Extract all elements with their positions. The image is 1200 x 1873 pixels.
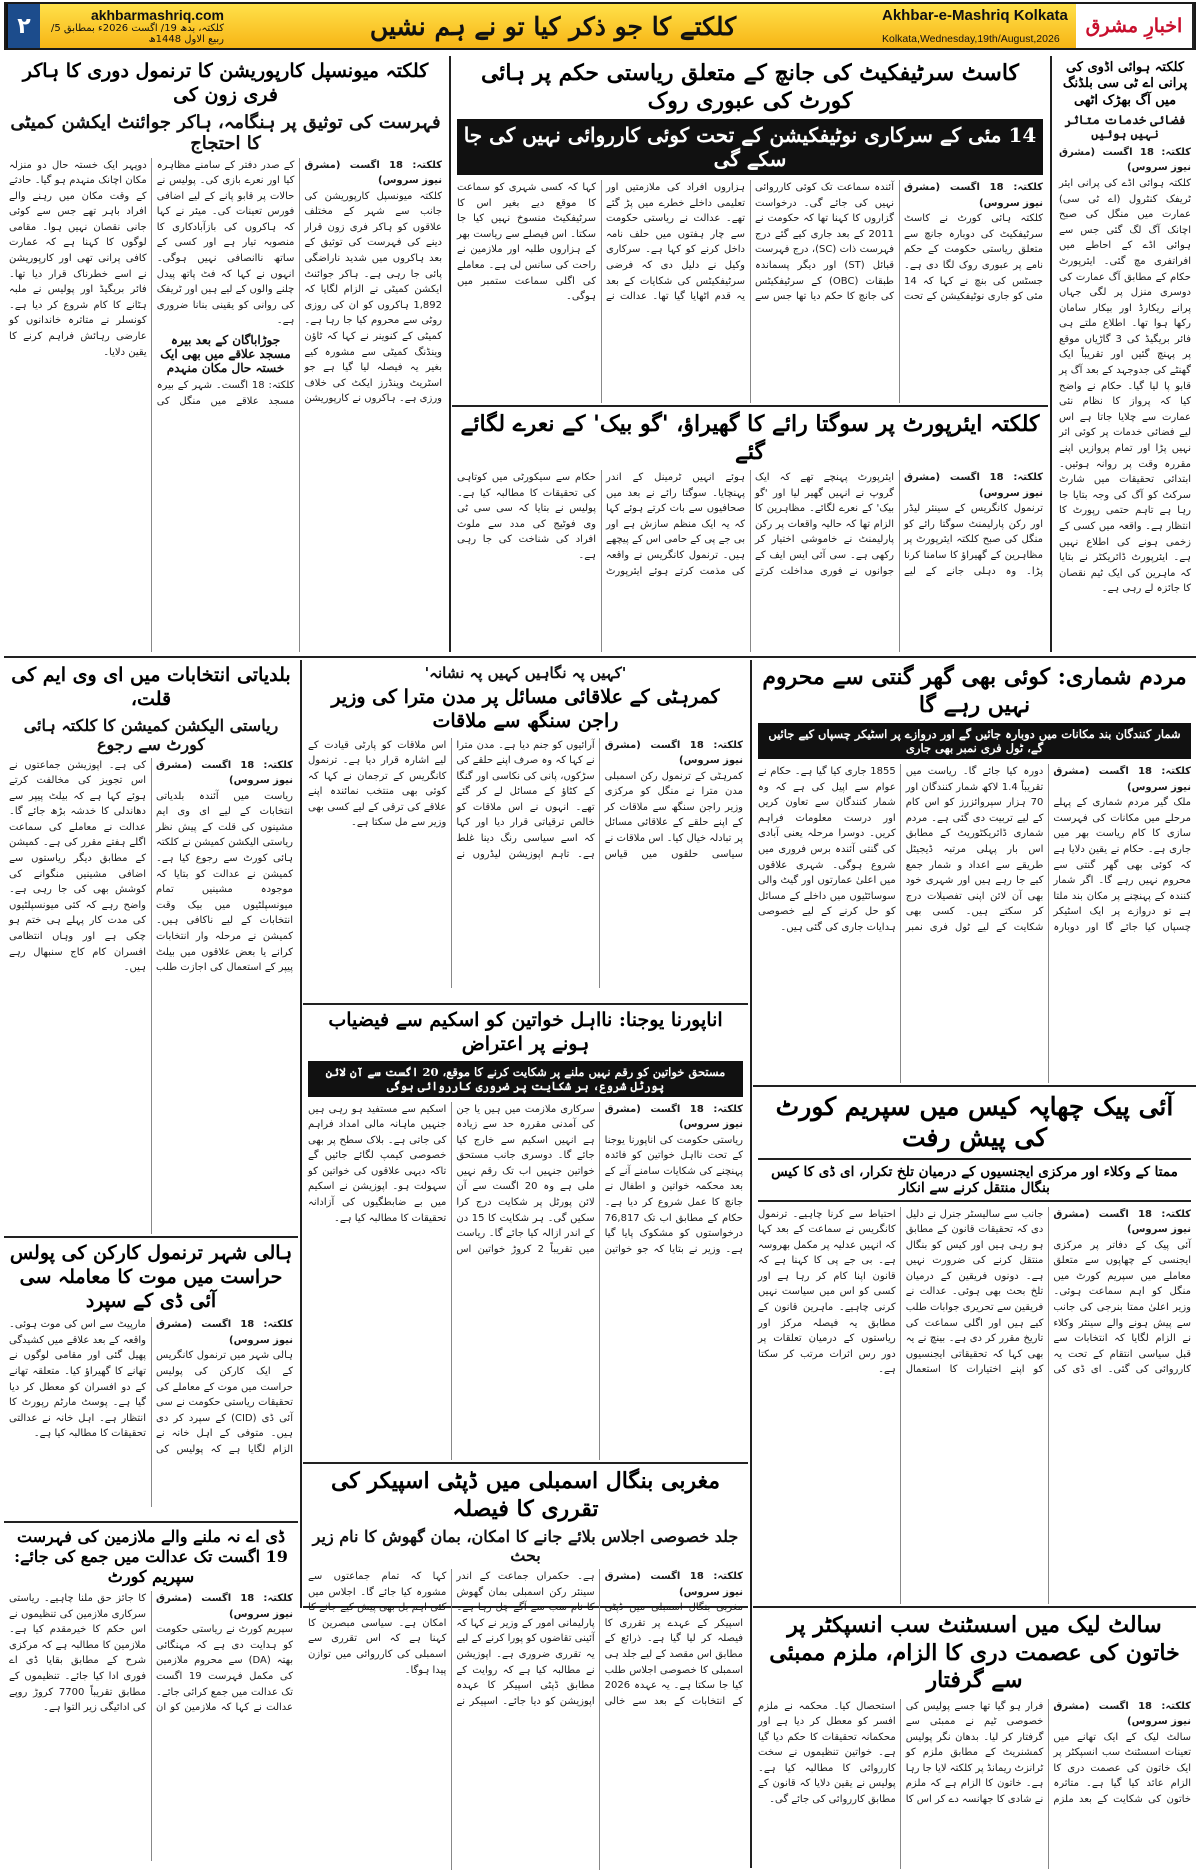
masthead-slogan: کلکتے کا جو ذکر کیا تو نے ہم نشیں (369, 11, 737, 41)
story-headline[interactable]: مغربی بنگال اسمبلی میں ڈپٹی اسپیکر کی تقرری کا فیصلہ (330, 1468, 721, 1522)
story-body: سالٹ لیک کے ایک تھانے میں تعینات اسسٹنٹ سب انسپکٹر پر ایک خاتون کی عصمت دری کا الزام عائد کیا گیا ہے۔ متاثرہ خاتون کی شکایت کے بعد ملزم فرار ہو گیا تھا جسے پولیس کی خصوصی ٹیم نے ممبئی سے گرفتار کر لیا۔ بدھان نگر پولیس کمشنریٹ کے مطابق ملزم کو ٹرانزٹ ریمانڈ پر کلکتہ لایا جا رہا ہے۔ خاتون کا الزام ہے کہ ملزم نے شادی کا جھانسہ دے کر اس کا استحصال کیا۔ محکمہ نے ملزم افسر کو معطل کر دیا ہے اور محکمانہ تحقیقات کا حکم دیا گیا ہے۔ خواتین تنظیموں نے سخت کارروائی کا مطالبہ کیا ہے۔ پولیس نے یقین دلایا کہ قانون کے مطابق کارروائی کی جائے گی۔ (758, 1700, 1191, 1806)
story-dateline: کلکتہ: 18 اگست (مشرق نیوز سروس) (904, 182, 1043, 209)
story-airport-gherao (452, 409, 1048, 652)
story-headline[interactable]: آئی پیک چھاپہ کیس میں سپریم کورٹ کی پیش رفت (775, 1092, 1174, 1153)
masthead-left (876, 4, 1076, 48)
urdu-date: کلکتہ، بدھ 19/ اگست 2026ء بمطابق 5/ ربیع الاول 1448ھ (50, 23, 224, 45)
story-saltlake-asi (753, 1610, 1196, 1870)
story-body: ریاستی حکومت کی اناپورنا یوجنا کے تحت نااہل خواتین کو فائدہ پہنچنے کی شکایات سامنے آنے کے بعد محکمہ خواتین و اطفال نے جانچ کا عمل شروع کر دیا ہے۔ حکام کے مطابق اب تک 76,817 درخواستوں کو مشکوک پایا گیا ہے۔ وزیر نے بتایا کہ جو خواتین سرکاری ملازمت میں ہیں یا جن کی آمدنی مقررہ حد سے زیادہ ہے انہیں اسکیم سے خارج کیا جائے گا۔ دوسری جانب مستحق خواتین جنہیں اب تک رقم نہیں ملی ہے وہ 20 اگست سے آن لائن پورٹل پر شکایت درج کرا سکیں گی۔ ہر شکایت کا 15 دن کے اندر ازالہ کیا جائے گا۔ ریاست میں تقریباً 2 کروڑ خواتین اس اسکیم سے مستفید ہو رہی ہیں جنہیں ماہانہ مالی امداد فراہم کی جاتی ہے۔ بلاک سطح پر بھی خصوصی کیمپ لگائے جائیں گے تاکہ دیہی علاقوں کی خواتین کو سہولت ہو۔ اپوزیشن نے اسکیم میں بے ضابطگیوں کی آزادانہ تحقیقات کا مطالبہ کیا ہے۔ (308, 1103, 743, 1255)
story-dateline: کلکتہ: 18 اگست (مشرق نیوز سروس) (156, 1319, 293, 1346)
story-dateline: کلکتہ: 18 اگست (مشرق نیوز سروس) (1053, 766, 1191, 793)
story-body: ملک گیر مردم شماری کے پہلے مرحلے میں مکانات کی فہرست سازی کا کام ریاست بھر میں جاری ہے۔ حکام نے یقین دلایا ہے کہ کوئی بھی گھر گنتی سے محروم نہیں رہے گا۔ اگر شمار کنندہ کے پہنچنے پر مکان بند ملتا ہے تو دروازے پر ایک اسٹیکر چسپاں کیا جائے گا اور دوبارہ دورہ کیا جائے گا۔ ریاست میں تقریباً 1.4 لاکھ شمار کنندگان اور 70 ہزار سپروائزرز کو اس کام کے لیے تربیت دی گئی ہے۔ مردم شماری ڈائریکٹوریٹ کے مطابق اس بار پہلی مرتبہ ڈیجیٹل طریقے سے اعداد و شمار جمع کیے جا رہے ہیں اور شہری خود بھی آن لائن اپنی تفصیلات درج کر سکتے ہیں۔ کسی بھی شکایت کے لیے ٹول فری نمبر 1855 جاری کیا گیا ہے۔ حکام نے عوام سے اپیل کی ہے کہ وہ شمار کنندگان سے تعاون کریں اور درست معلومات فراہم کریں۔ دوسرا مرحلہ یعنی آبادی کی گنتی آئندہ برس فروری میں شروع ہوگی۔ شہری علاقوں میں اعلیٰ عمارتوں اور گیٹ والی سوسائٹیوں میں داخلے کے مسائل کو حل کرنے کے لیے خصوصی ہدایات جاری کی گئی ہیں۔ (758, 766, 1191, 933)
column-rule (750, 660, 752, 1868)
story-headline[interactable]: مردم شماری: کوئی بھی گھر گنتی سے محروم نہیں رہے گا (762, 664, 1187, 718)
row-rule (303, 1003, 748, 1005)
story-headline[interactable]: ہالی شہر ترنمول کارکن کی پولس حراست میں موت کا معاملہ سی آئی ڈی کے سپرد (9, 1242, 293, 1312)
page-number: ۲ (6, 4, 40, 48)
story-headline[interactable]: بلدیاتی انتخابات میں ای وی ایم کی قلت، (11, 664, 291, 710)
story-dateline: کلکتہ: 18 اگست (مشرق نیوز سروس) (604, 739, 743, 767)
story-body: کلکتہ میونسپل کارپوریشن کی جانب سے شہر کے مختلف علاقوں کو ہاکر فری زون قرار دینے کی فہرست کی توثیق کے بعد ہاکروں میں شدید ناراضگی پائی جا رہی ہے۔ ہاکر جوائنٹ ایکشن کمیٹی نے الزام لگایا کہ 1,892 ہاکروں کو ان کی روزی روٹی سے محروم کیا جا رہا ہے۔ کمیٹی کے کنوینر نے کہا کہ ٹاؤن وینڈنگ کمیٹی سے مشورہ کیے بغیر یہ فیصلہ لیا گیا ہے جو اسٹریٹ وینڈرز ایکٹ کی خلاف ورزی ہے۔ ہاکروں نے کارپوریشن کے صدر دفتر کے سامنے مظاہرہ کیا اور نعرے بازی کی۔ پولیس نے حالات پر قابو پانے کے لیے اضافی فورس تعینات کی۔ میئر نے کہا کہ ہاکروں کی بازآبادکاری کا منصوبہ تیار ہے اور کسی کے ساتھ ناانصافی نہیں ہوگی۔ انہوں نے کہا کہ فٹ پاتھ پیدل چلنے والوں کے لیے ہیں اور ٹریفک کی روانی کو یقینی بنانا ضروری ہے۔ (156, 159, 442, 405)
story-highlight-band: شمار کنندگان بند مکانات میں دوبارہ جائیں گے اور دروازے پر اسٹیکر چسپاں کیے جائیں گے، ٹول فری نمبر بھی جاری (758, 723, 1191, 759)
row-rule (4, 1521, 298, 1523)
story-body: کلکتہ ہوائی اڈے کی پرانی ایئر ٹریفک کنٹرول (اے ٹی سی) عمارت میں منگل کی صبح اچانک آگ لگ گئی جس سے ہوائی اڈے کے احاطے میں افراتفری مچ گئی۔ ایئرپورٹ حکام کے مطابق آگ عمارت کی دوسری منزل پر لگی جہاں پرانے ریکارڈ اور بیکار سامان رکھا ہوا تھا۔ اطلاع ملتے ہی فائر بریگیڈ کی 3 گاڑیاں موقع پر پہنچ گئیں اور تقریباً ایک گھنٹے کی جدوجہد کے بعد آگ پر قابو پا لیا گیا۔ حکام نے واضح کیا کہ پرواز کا نظام نئی عمارت سے چلایا جاتا ہے اس لیے فضائی خدمات پر کوئی اثر نہیں پڑا اور تمام پروازیں اپنے مقررہ وقت پر روانہ ہوئیں۔ ابتدائی تحقیقات میں شارٹ سرکٹ کو آگ کی وجہ بتایا جا رہا ہے تاہم حتمی رپورٹ کا انتظار ہے۔ واقعہ میں کسی کے زخمی ہونے کی اطلاع نہیں ہے۔ ایئرپورٹ ڈائریکٹر نے بتایا کہ ماہرین کی ایک ٹیم نقصان کا جائزہ لے رہی ہے۔ (1059, 177, 1191, 595)
row-rule (753, 1085, 1196, 1087)
masthead (4, 2, 1196, 50)
website-link[interactable]: akhbarmashriq.com (90, 7, 224, 23)
story-annapurna-yojana (303, 1007, 748, 1460)
column-rule (1050, 56, 1052, 652)
story-subhead: فہرست کی توثیق پر ہنگامہ، ہاکر جوائنٹ ایکشن کمیٹی کا احتجاج (10, 111, 441, 154)
story-body: ترنمول کانگریس کے سینئر لیڈر اور رکن پارلیمنٹ سوگتا رائے کو منگل کی صبح کلکتہ ایئرپورٹ پر مظاہرین کے گھیراؤ کا سامنا کرنا پڑا۔ وہ دہلی جانے کے لیے ایئرپورٹ پہنچے تھے کہ ایک گروپ نے انہیں گھیر لیا اور 'گو بیک' کے نعرے لگائے۔ مظاہرین کا الزام تھا کہ حالیہ واقعات پر رکن پارلیمنٹ نے خاموشی اختیار کر رکھی ہے۔ سی آئی ایس ایف کے جوانوں نے فوری مداخلت کرتے ہوئے انہیں ٹرمینل کے اندر پہنچایا۔ سوگتا رائے نے بعد میں صحافیوں سے بات کرتے ہوئے کہا کہ یہ ایک منظم سازش ہے اور بی جے پی کے حامی اس کے پیچھے ہیں۔ ترنمول کانگریس نے واقعہ کی مذمت کرتے ہوئے ایئرپورٹ حکام سے سیکورٹی میں کوتاہی کی تحقیقات کا مطالبہ کیا ہے۔ پولیس نے بتایا کہ سی سی ٹی وی فوٹیج کی مدد سے ملوث افراد کی شناخت کی جا رہی ہے۔ (457, 472, 1043, 577)
story-dateline: کلکتہ: 18 اگست (مشرق نیوز سروس) (156, 1593, 293, 1620)
story-headline[interactable]: اناپورنا یوجنا: نااہل خواتین کو اسکیم سے فیضیاب ہونے پر اعتراض (328, 1009, 723, 1055)
inline-story-body: کلکتہ: 18 اگست۔ شہر کے بیرہ مسجد علاقے میں منگل کی دوپہر ایک خستہ حال دو منزلہ مکان اچانک منہدم ہو گیا۔ حادثے کے وقت مکان میں رہنے والے افراد باہر تھے جس سے کوئی جانی نقصان نہیں ہوا۔ مقامی لوگوں کا کہنا ہے کہ عمارت کافی پرانی تھی اور کارپوریشن نے اسے خطرناک قرار دیا تھا۔ فائر بریگیڈ اور پولیس نے ملبہ ہٹانے کا کام شروع کر دیا ہے۔ کونسلر نے متاثرہ خاندانوں کو عارضی رہائش فراہم کرنے کا یقین دلایا۔ (9, 159, 295, 407)
story-dateline: کلکتہ: 18 اگست (مشرق نیوز سروس) (904, 472, 1043, 499)
story-airport-fire (1054, 58, 1196, 652)
story-headline[interactable]: کمرہٹی کے علاقائی مسائل پر مدن مترا کی وزیر راجن سنگھ سے ملاقات (331, 686, 720, 732)
story-body: سپریم کورٹ نے ریاستی حکومت کو ہدایت دی ہے کہ مہنگائی بھتہ (DA) سے محروم ملازمین کی مکمل فہرست 19 اگست تک عدالت میں جمع کرائی جائے۔ عدالت نے کہا کہ ملازمین کو ان کا جائز حق ملنا چاہیے۔ ریاستی سرکاری ملازمین کی تنظیموں نے اس حکم کا خیرمقدم کیا ہے۔ ملازمین کا مطالبہ ہے کہ مرکزی شرح کے مطابق بقایا ڈی اے فوری ادا کیا جائے۔ تنظیموں کے مطابق تقریباً 7700 کروڑ روپے کی ادائیگی زیر التوا ہے۔ (9, 1593, 293, 1714)
story-da-list (4, 1525, 298, 1870)
story-highlight-band: ممتا کے وکلاء اور مرکزی ایجنسیوں کے درمیان تلخ تکرار، ای ڈی کا کیس بنگال منتقل کرنے سے انکار (758, 1158, 1191, 1202)
story-dateline: کلکتہ: 18 اگست (مشرق نیوز سروس) (1053, 1208, 1191, 1236)
story-dateline: کلکتہ: 18 اگست (مشرق نیوز سروس) (1053, 1700, 1191, 1728)
story-subhead: فضائی خدمات متاثر نہیں ہوئیں (1064, 112, 1186, 141)
story-dateline: کلکتہ: 18 اگست (مشرق نیوز سروس) (1059, 146, 1191, 174)
story-headline[interactable]: کلکتہ ہوائی اڈوی کی پرانی اے ٹی سی بلڈنگ میں آگ بھڑک اٹھی (1062, 60, 1188, 108)
story-dateline: کلکتہ: 18 اگست (مشرق نیوز سروس) (604, 1571, 743, 1598)
story-body: کلکتہ ہائی کورٹ نے کاسٹ سرٹیفکیٹ کی دوبارہ جانچ سے متعلق ریاستی حکومت کے حکم نامے پر عبوری روک لگا دی ہے۔ جسٹس کی بنچ نے کہا کہ 14 مئی کو جاری نوٹیفکیشن کے تحت آئندہ سماعت تک کوئی کارروائی نہیں کی جائے گی۔ درخواست گزاروں کا کہنا تھا کہ حکومت نے 2011 کے بعد جاری کیے گئے درج فہرست ذات (SC)، درج فہرست قبائل (ST) اور دیگر پسماندہ طبقات (OBC) کے سرٹیفکیٹس کی جانچ کا حکم دیا تھا جس سے ہزاروں افراد کی ملازمتیں اور تعلیمی داخلے خطرے میں پڑ گئے تھے۔ عدالت نے ریاستی حکومت سے چار ہفتوں میں حلف نامہ داخل کرنے کو کہا ہے۔ سرکاری وکیل نے دلیل دی کہ فرضی سرٹیفکیٹس کی شکایات کے بعد یہ قدم اٹھایا گیا تھا۔ عدالت نے کہا کہ کسی شہری کو سماعت کا موقع دیے بغیر اس کا سرٹیفکیٹ منسوخ نہیں کیا جا سکتا۔ اس فیصلے سے ریاست بھر کے ہزاروں طلبہ اور ملازمین نے راحت کی سانس لی ہے۔ معاملے کی اگلی سماعت ستمبر میں ہوگی۔ (457, 182, 1043, 303)
column-rule (449, 56, 451, 652)
inline-headline-house-collapse[interactable]: جوڑاباگان کے بعد بیرہ مسجد علاقے میں بھی ایک خستہ حال مکان منہدم (160, 333, 291, 376)
row-rule (452, 405, 1048, 407)
english-date: Kolkata,Wednesday,19th/August,2026 (882, 33, 1060, 45)
story-dateline: کلکتہ: 18 اگست (مشرق نیوز سروس) (304, 159, 442, 187)
story-body: مغربی بنگال اسمبلی میں ڈپٹی اسپیکر کے عہدے پر تقرری کا فیصلہ کر لیا گیا ہے۔ ذرائع کے مطابق اس مقصد کے لیے جلد ہی اسمبلی کا خصوصی اجلاس طلب کیا جا سکتا ہے۔ یہ عہدہ 2026 کے انتخابات کے بعد سے خالی ہے۔ حکمراں جماعت کے اندر سینئر رکن اسمبلی بمان گھوش کا نام سب سے آگے چل رہا ہے۔ پارلیمانی امور کے وزیر نے کہا کہ آئینی تقاضوں کو پورا کرنے کے لیے یہ تقرری ضروری ہے۔ اپوزیشن نے مطالبہ کیا ہے کہ روایت کے مطابق ڈپٹی اسپیکر کا عہدہ اپوزیشن کو دیا جائے۔ اسپیکر نے کہا کہ تمام جماعتوں سے مشورہ کیا جائے گا۔ اجلاس میں کئی اہم بل بھی پیش کیے جانے کا امکان ہے۔ سیاسی مبصرین کا کہنا ہے کہ اس تقرری سے اسمبلی کی کارروائی میں توازن پیدا ہوگا۔ (308, 1571, 743, 1707)
story-dateline: کلکتہ: 18 اگست (مشرق نیوز سروس) (156, 759, 293, 787)
story-custody-death (4, 1240, 298, 1519)
story-kicker: 'کہیں پہ نگاہیں کہیں پہ نشانہ' (424, 664, 627, 682)
story-body: کمرہٹی کے ترنمول رکن اسمبلی مدن مترا نے منگل کو مرکزی وزیر راجن سنگھ سے ملاقات کر کے اپنے حلقے کے علاقائی مسائل پر تبادلہ خیال کیا۔ اس ملاقات نے سیاسی حلقوں میں قیاس آرائیوں کو جنم دیا ہے۔ مدن مترا نے کہا کہ وہ صرف اپنے حلقے کی سڑکوں، پانی کی نکاسی اور گنگا کے کٹاؤ کے مسائل لے کر گئے تھے۔ انہوں نے اس ملاقات کو خالص ترقیاتی قرار دیا اور کہا کہ اسے سیاسی رنگ دینا غلط ہے۔ تاہم اپوزیشن لیڈروں نے اس ملاقات کو پارٹی قیادت کے لیے اشارہ قرار دیا ہے۔ ترنمول کانگریس کے ترجمان نے کہا کہ کوئی بھی منتخب نمائندہ اپنے علاقے کی ترقی کے لیے کسی بھی وزیر سے مل سکتا ہے۔ (308, 739, 743, 860)
story-headline[interactable]: کلکتہ ایئرپورٹ پر سوگتا رائے کا گھیراؤ، 'گو بیک' کے نعرے لگائے گئے (460, 411, 1040, 465)
story-headline[interactable]: سالٹ لیک میں اسسٹنٹ سب انسپکٹر پر خاتون کی عصمت دری کا الزام، ملزم ممبئی سے گرفتار (769, 1612, 1180, 1693)
story-headline[interactable]: کلکتہ میونسپل کارپوریشن کا ترنمول دوری کا ہاکر فری زون کی (22, 60, 429, 106)
story-ipac-raid (753, 1089, 1196, 1604)
story-subhead: جلد خصوصی اجلاس بلائے جانے کا امکان، بمان گھوش کا نام زیر بحث (312, 1527, 739, 1565)
story-evm-shortage (4, 662, 298, 1234)
row-rule (4, 1236, 298, 1238)
row-rule (4, 656, 1196, 658)
story-body: ہالی شہر میں ترنمول کانگریس کے ایک کارکن کی پولیس حراست میں موت کے معاملے کی تحقیقات ریاستی حکومت نے سی آئی ڈی (CID) کے سپرد کر دی ہیں۔ متوفی کے اہل خانہ نے الزام لگایا ہے کہ پولیس کی مارپیٹ سے اس کی موت ہوئی۔ واقعہ کے بعد علاقے میں کشیدگی پھیل گئی اور مقامی لوگوں نے تھانے کا گھیراؤ کیا۔ متعلقہ تھانے کے دو افسران کو معطل کر دیا گیا ہے۔ پوسٹ مارٹم رپورٹ کا انتظار ہے۔ اہل خانہ نے عدالتی تحقیقات کا مطالبہ کیا ہے۔ (9, 1319, 293, 1455)
row-rule (753, 1606, 1196, 1608)
story-highlight-band: 14 مئی کے سرکاری نوٹیفکیشن کے تحت کوئی کارروائی نہیں کی جا سکے گی (457, 119, 1043, 175)
story-dateline: کلکتہ: 18 اگست (مشرق نیوز سروس) (604, 1103, 743, 1131)
story-hawker-free-zone (4, 58, 447, 652)
story-census (753, 662, 1196, 1083)
column-rule (300, 660, 302, 1608)
story-subhead: ریاستی الیکشن کمیشن کا کلکتہ ہائی کورٹ سے رجوع (23, 715, 279, 754)
story-headline[interactable]: کاسٹ سرٹیفکیٹ کی جانچ کے متعلق ریاستی حکم پر ہائی کورٹ کی عبوری روک (480, 60, 1020, 114)
story-madan-mitra (303, 662, 748, 1001)
row-rule (303, 1462, 748, 1464)
story-body: ریاست میں آئندہ بلدیاتی انتخابات کے لیے ای وی ایم مشینوں کی قلت کے پیش نظر ریاستی الیکشن کمیشن نے کلکتہ ہائی کورٹ سے رجوع کیا ہے۔ کمیشن نے عدالت کو بتایا کہ موجودہ مشینیں تمام میونسپلٹیوں میں بیک وقت انتخابات کے لیے ناکافی ہیں۔ کمیشن نے مرحلہ وار انتخابات کرانے یا بعض علاقوں میں بیلٹ پیپر کے استعمال کی اجازت طلب کی ہے۔ اپوزیشن جماعتوں نے اس تجویز کی مخالفت کرتے ہوئے کہا ہے کہ بیلٹ پیپر سے دھاندلی کا خدشہ بڑھ جائے گا۔ عدالت نے معاملے کی سماعت اگلے ہفتے مقرر کی ہے۔ کمیشن کے مطابق دیگر ریاستوں سے اضافی مشینیں منگوانے کی کوشش بھی کی جا رہی ہے۔ واضح رہے کہ کئی میونسپلٹیوں کی مدت کار پہلے ہی ختم ہو چکی ہے اور وہاں انتظامی افسران کام کاج سنبھال رہے ہیں۔ (9, 759, 293, 974)
story-headline[interactable]: ڈی اے نہ ملنے والے ملازمین کی فہرست 19 اگست تک عدالت میں جمع کی جائے: سپریم کورٹ (14, 1527, 288, 1586)
story-highlight-band: مستحق خواتین کو رقم نہیں ملنے پر شکایت کرنے کا موقع، 20 اگست سے آن لائن پورٹل شروع، ہر شکایت پر ضروری کارروائی ہوگی (308, 1061, 743, 1097)
masthead-right (40, 4, 230, 48)
story-caste-certificate (452, 58, 1048, 403)
story-body: آئی پیک کے دفاتر پر مرکزی ایجنسی کے چھاپوں سے متعلق معاملے میں سپریم کورٹ میں منگل کو اہم سماعت ہوئی۔ وزیر اعلیٰ ممتا بنرجی کی جانب سے پیش ہونے والے سینئر وکلاء نے الزام لگایا کہ انتخابات سے قبل سیاسی انتقام کے تحت یہ کارروائی کی گئی۔ ای ڈی کی جانب سے سالیسٹر جنرل نے دلیل دی کہ تحقیقات قانون کے مطابق ہو رہی ہیں اور کیس کو بنگال منتقل کرنے کی ضرورت نہیں ہے۔ دونوں فریقین کے درمیان تلخ بحث بھی ہوئی۔ عدالت نے فریقین سے تحریری جوابات طلب کیے ہیں اور اگلی سماعت کی تاریخ مقرر کر دی ہے۔ بینچ نے یہ بھی کہا کہ تحقیقاتی ایجنسیوں کو اپنے اختیارات کا استعمال احتیاط سے کرنا چاہیے۔ ترنمول کانگریس نے سماعت کے بعد کہا کہ انہیں عدلیہ پر مکمل بھروسہ ہے۔ بی جے پی کا کہنا ہے کہ قانون اپنا کام کر رہا ہے اور کسی کو اس میں سیاست نہیں کرنی چاہیے۔ ماہرین قانون کے مطابق یہ فیصلہ مرکز اور ریاستوں کے درمیان تعلقات پر دور رس اثرات مرتب کر سکتا ہے۔ (758, 1208, 1191, 1376)
story-deputy-speaker (303, 1466, 748, 1870)
paper-name-english: Akhbar-e-Mashriq Kolkata (882, 7, 1068, 24)
newspaper-logo: اخبارِ مشرق (1076, 4, 1194, 48)
